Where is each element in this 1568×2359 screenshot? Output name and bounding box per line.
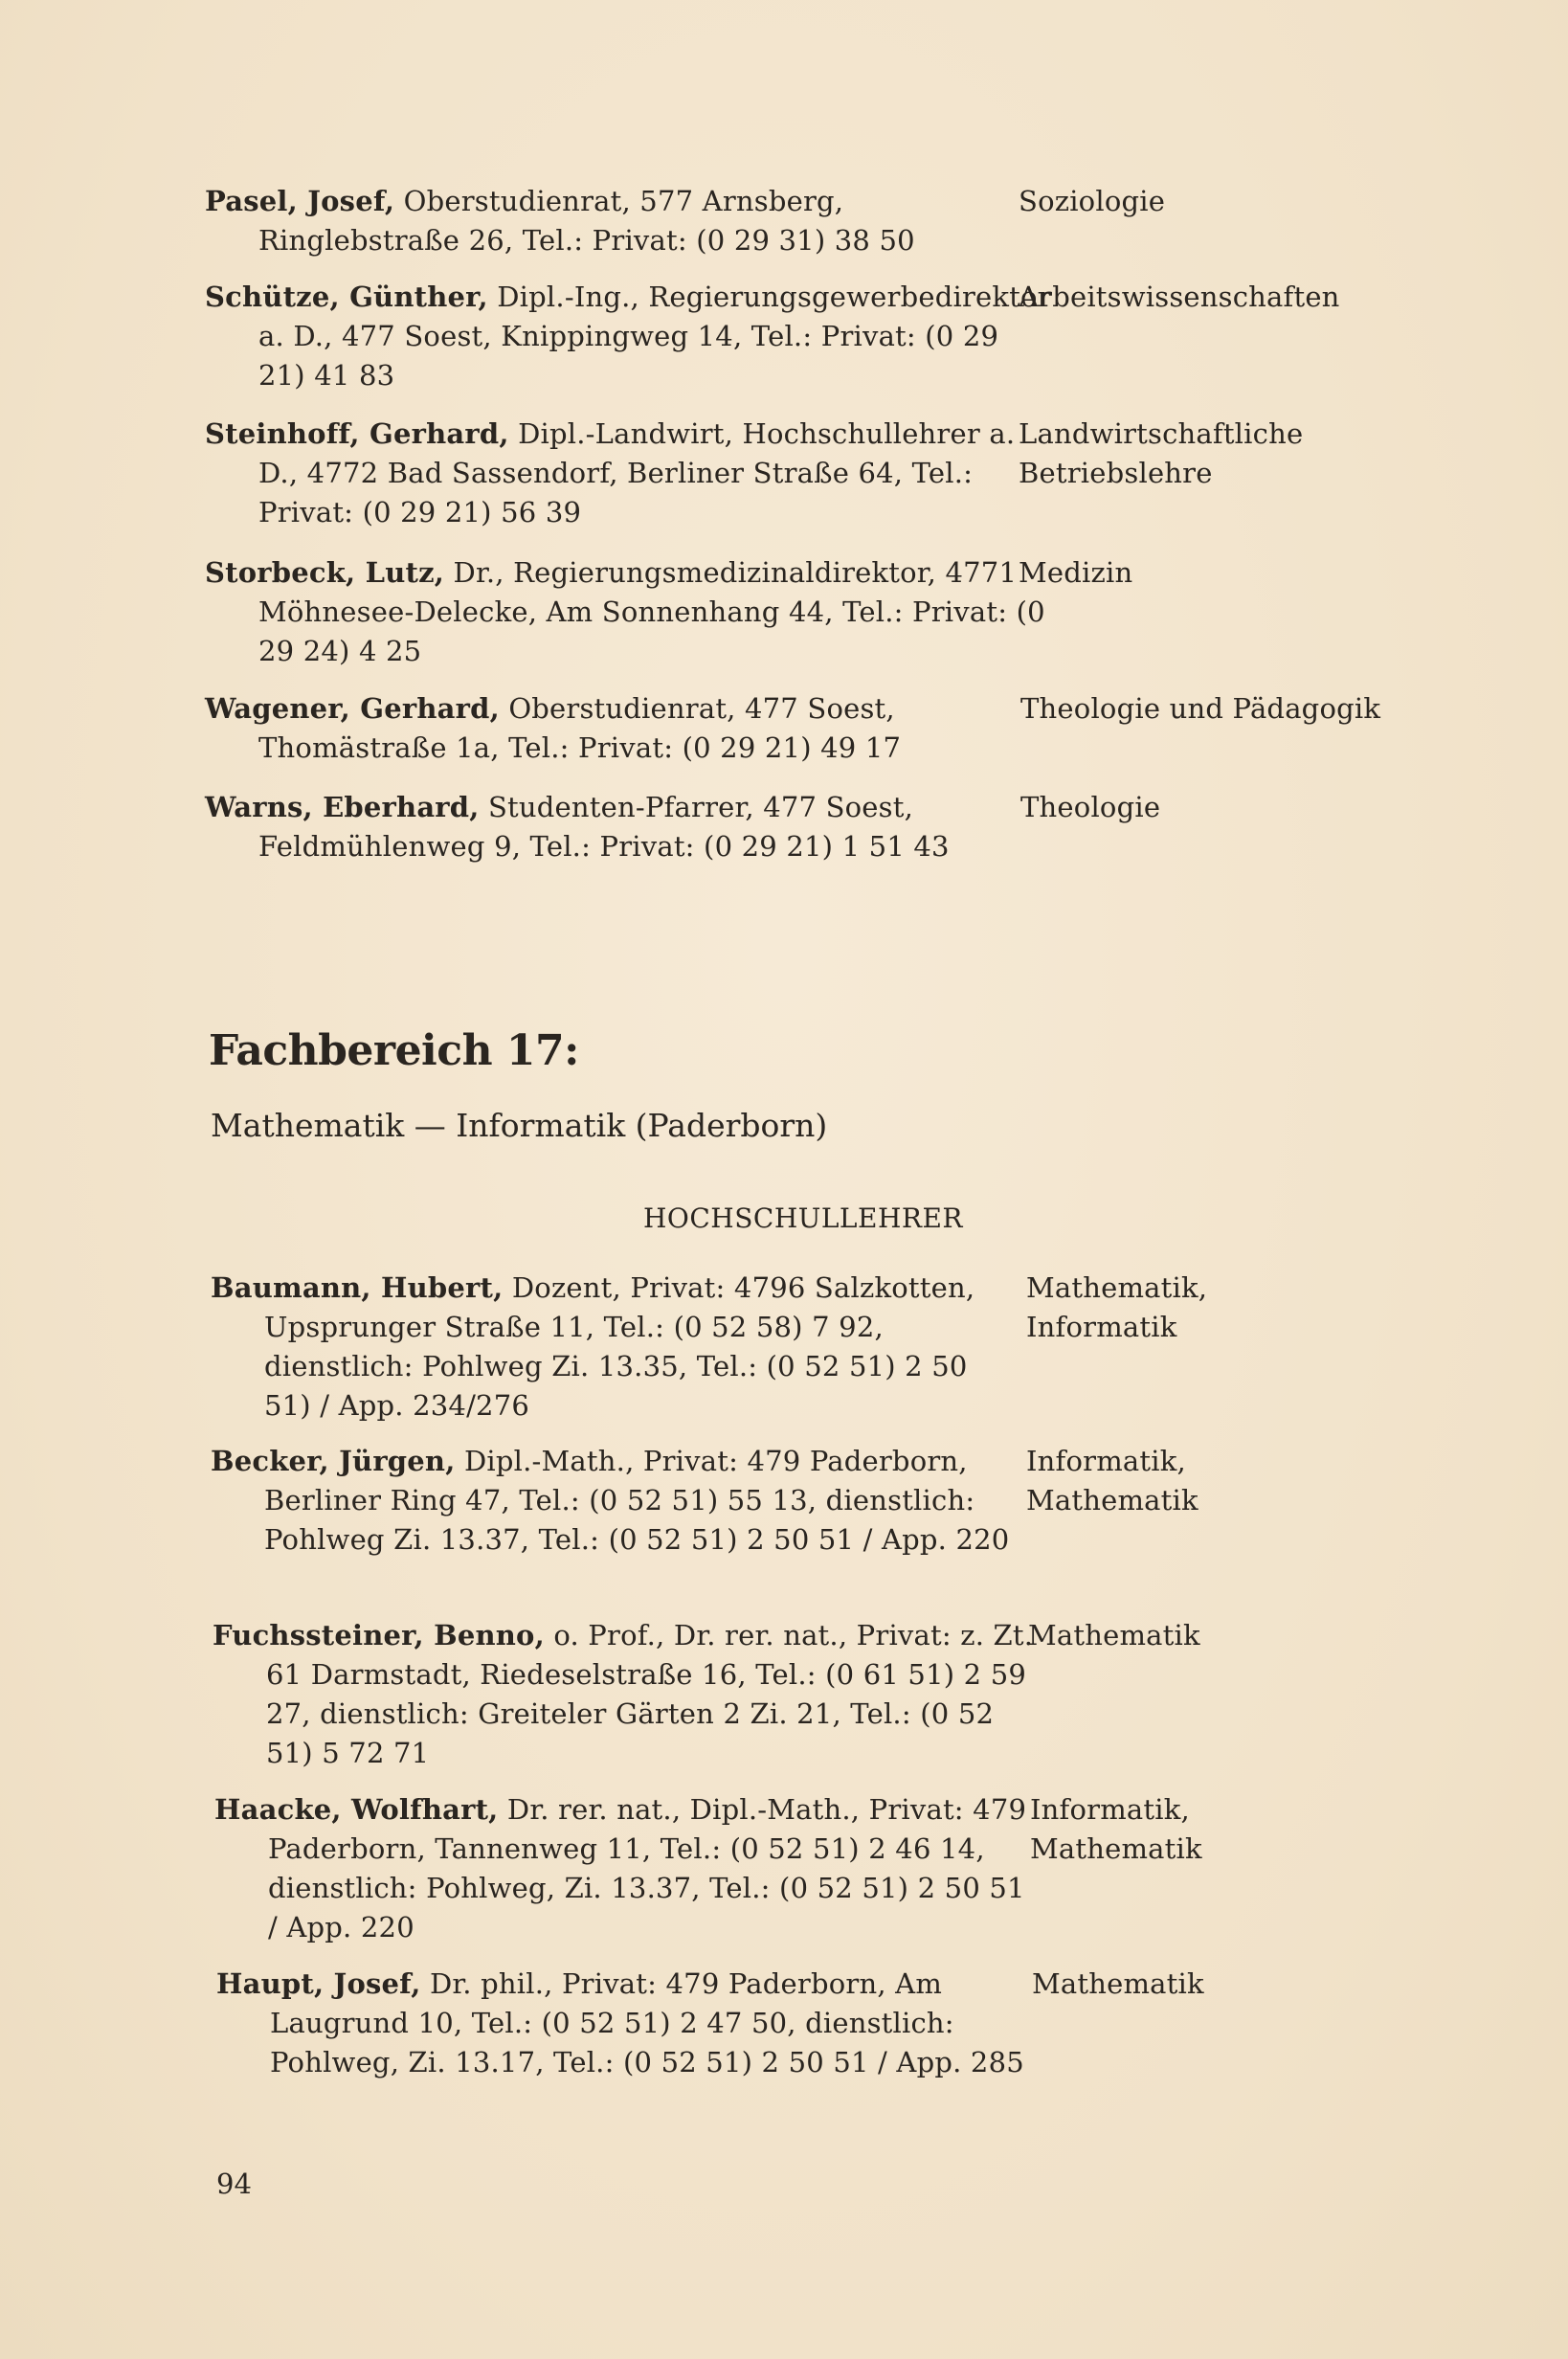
entry-text xyxy=(205,182,1053,260)
section-label: HOCHSCHULLEHRER xyxy=(643,1202,963,1234)
entry-subject: Mathematik xyxy=(1028,1619,1200,1651)
entry-text xyxy=(205,415,1053,532)
entry-name: Haupt, Josef, xyxy=(216,1967,421,2000)
entry-name: Haacke, Wolfhart, xyxy=(214,1793,499,1826)
section-subheading: Mathematik — Informatik (Paderborn) xyxy=(211,1107,828,1144)
entry-text xyxy=(214,1790,1034,1947)
entry-subject: Medizin xyxy=(1019,556,1133,589)
entry-details: Dr. phil., Privat: 479 Paderborn, Am Laugrund 10, Tel.: (0 52 51) 2 47 50, dienstlich: Pohlweg, Zi. 13.17, Tel.: (0 52 51) 2 50 51 / App. 285 xyxy=(270,1967,1024,2078)
entry-details: Dr., Regierungsmedizinaldirektor, 4771 Möhnesee-Delecke, Am Sonnenhang 44, Tel.: Privat: (0 29 24) 4 25 xyxy=(258,556,1045,667)
section-heading: Fachbereich 17: xyxy=(209,1026,579,1075)
entry-details: Oberstudienrat, 577 Arnsberg, Ringlebstraße 26, Tel.: Privat: (0 29 31) 38 50 xyxy=(258,185,915,257)
entry-subject: Informatik, Mathematik xyxy=(1026,1445,1198,1516)
entry-details: Dozent, Privat: 4796 Salzkotten, Upsprunger Straße 11, Tel.: (0 52 58) 7 92, dienstlich: Pohlweg Zi. 13.35, Tel.: (0 52 51) 2 50 51) / App. 234/276 xyxy=(264,1271,975,1422)
entry-name: Storbeck, Lutz, xyxy=(205,556,445,589)
entry-details: Dipl.-Ing., Regierungsgewerbedirektor a. D., 477 Soest, Knippingweg 14, Tel.: Privat: (0 29 21) 41 83 xyxy=(258,281,1051,392)
entry-name: Warns, Eberhard, xyxy=(205,791,480,823)
entry-name: Steinhoff, Gerhard, xyxy=(205,417,509,450)
entry-name: Schütze, Günther, xyxy=(205,281,488,313)
entry-text xyxy=(205,689,1005,768)
entry-details: o. Prof., Dr. rer. nat., Privat: z. Zt. 61 Darmstadt, Riedeselstraße 16, Tel.: (0 61 51) 2 59 27, dienstlich: Greiteler Gärten 2 Zi. 21, Tel.: (0 52 51) 5 72 71 xyxy=(266,1619,1034,1769)
entry-details: Dipl.-Math., Privat: 479 Paderborn, Berliner Ring 47, Tel.: (0 52 51) 55 13, dienstlich: Pohlweg Zi. 13.37, Tel.: (0 52 51) 2 50 51 / App. 220 xyxy=(264,1445,1010,1556)
entry-name: Wagener, Gerhard, xyxy=(205,692,500,725)
entry-details: Dr. rer. nat., Dipl.-Math., Privat: 479 Paderborn, Tannenweg 11, Tel.: (0 52 51) 2 46 14, dienstlich: Pohlweg, Zi. 13.37, Tel.: (0 52 51) 2 50 51 / App. 220 xyxy=(268,1793,1027,1943)
entry-subject: Soziologie xyxy=(1019,185,1166,217)
entry-details: Studenten-Pfarrer, 477 Soest, Feldmühlenweg 9, Tel.: Privat: (0 29 21) 1 51 43 xyxy=(258,791,950,863)
entry-name: Baumann, Hubert, xyxy=(211,1271,504,1304)
entry-text xyxy=(205,278,1053,395)
entry-text xyxy=(213,1616,1042,1773)
entry-details: Oberstudienrat, 477 Soest, Thomästraße 1a, Tel.: Privat: (0 29 21) 49 17 xyxy=(258,692,902,764)
entry-subject: Theologie und Pädagogik xyxy=(1020,692,1381,725)
entry-subject: Mathematik, Informatik xyxy=(1026,1271,1208,1343)
entry-subject: Theologie xyxy=(1020,791,1161,823)
entry-text xyxy=(211,1442,1030,1560)
entry-name: Fuchssteiner, Benno, xyxy=(213,1619,545,1651)
entry-subject: Informatik, Mathematik xyxy=(1030,1793,1202,1865)
entry-name: Pasel, Josef, xyxy=(205,185,395,217)
entry-subject: Mathematik xyxy=(1032,1967,1204,2000)
entry-details: Dipl.-Landwirt, Hochschullehrer a. D., 4772 Bad Sassendorf, Berliner Straße 64, Tel.: Privat: (0 29 21) 56 39 xyxy=(258,417,1016,528)
entry-name: Becker, Jürgen, xyxy=(211,1445,456,1477)
entry-subject: Arbeitswissenschaften xyxy=(1019,281,1340,313)
entry-text xyxy=(205,788,1024,866)
entry-subject: Landwirtschaftliche Betriebslehre xyxy=(1019,417,1304,489)
entry-text xyxy=(205,553,1053,671)
page-number: 94 xyxy=(216,2168,252,2200)
entry-text xyxy=(211,1269,1011,1426)
entry-text xyxy=(216,1965,1036,2082)
